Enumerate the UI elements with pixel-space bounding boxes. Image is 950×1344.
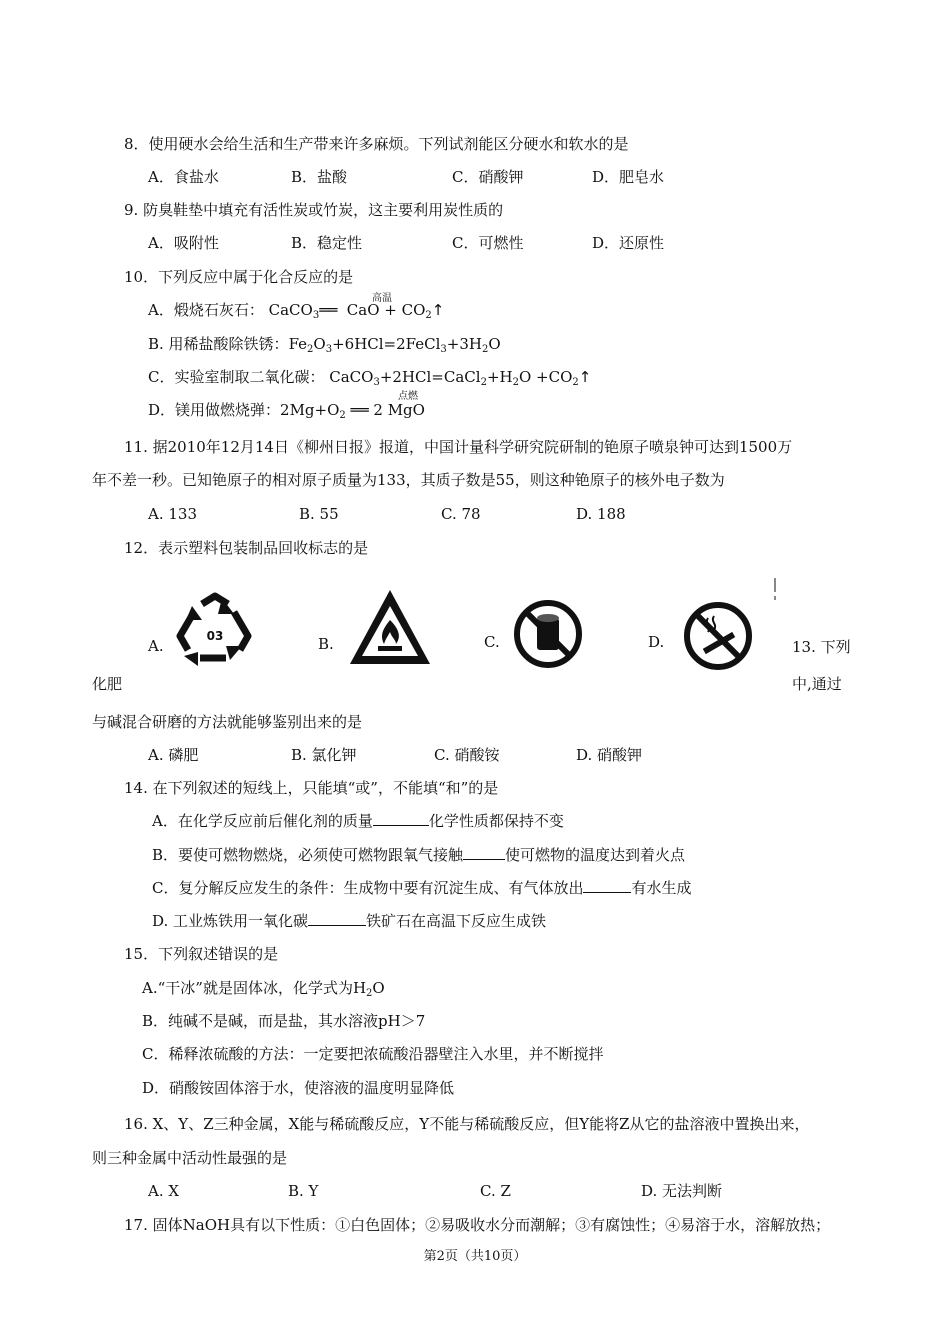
q13-option-c: C. 硝酸铵: [434, 746, 500, 764]
recycle-code: 03: [206, 629, 224, 643]
no-barrel-icon: [512, 598, 584, 670]
q13-line3: 与碱混合研磨的方法就能够鉴别出来的是: [92, 713, 363, 731]
q15-a-text: A.“干冰”就是固体冰，化学式为H: [142, 979, 367, 997]
q14-option-c: [152, 878, 692, 898]
q15-stem: 15．下列叙述错误的是: [124, 945, 279, 963]
q14-c-blank: [583, 878, 631, 893]
q16-line2: 则三种金属中活动性最强的是: [92, 1149, 288, 1167]
q15-option-c: C．稀释浓硫酸的方法：一定要把浓硫酸沿器壁注入水里，并不断搅拌: [142, 1045, 604, 1063]
q12-label-b: B.: [318, 635, 334, 653]
q8-option-a: A．食盐水: [148, 168, 219, 186]
q15-option-b: B．纯碱不是碱，而是盐，其水溶液pH＞7: [142, 1012, 426, 1030]
flammable-warning-icon: [346, 586, 434, 668]
q9-option-b: B．稳定性: [291, 234, 363, 252]
q11-option-b: B. 55: [299, 505, 339, 523]
q10-option-d: D．镁用做燃烧弹：$2Mg+O_2$ ══ 2 MgO: [148, 401, 425, 421]
q13-option-b: B. 氯化钾: [291, 746, 357, 764]
q16-option-b: B. Y: [288, 1182, 319, 1200]
q10-stem: 10．下列反应中属于化合反应的是: [124, 268, 354, 286]
q12-label-c: C.: [484, 633, 500, 651]
q14-option-d: [152, 911, 546, 931]
q16-option-c: C. Z: [480, 1182, 511, 1200]
q10-a-condition: 高温: [372, 293, 392, 304]
q14-d-part2: 铁矿石在高温下反应生成铁: [366, 912, 547, 930]
q14-d-blank: [308, 911, 366, 926]
recycle-icon: [172, 590, 258, 670]
q10-option-b: B. 用稀盐酸除铁锈：$Fe_2O_3+6HCl=2FeCl_3+3H_2O$: [148, 335, 501, 355]
q10-d-condition: 点燃: [398, 391, 418, 402]
q10-c-label: C．实验室制取二氧化碳：: [148, 368, 325, 386]
q11-option-d: D. 188: [576, 505, 626, 523]
q13-option-a: A. 磷肥: [148, 746, 199, 764]
q12-stem: 12．表示塑料包装制品回收标志的是: [124, 539, 369, 557]
q13-fragment-right-2: 中,通过: [792, 675, 842, 693]
q11-line1: 11. 据2010年12月14日《柳州日报》报道，中国计量科学研究院研制的铯原子喷泉钟可达到1500万: [124, 438, 793, 456]
q14-a-blank: [373, 811, 429, 826]
q17-stem: 17. 固体NaOH具有以下性质：①白色固体；②易吸收水分而潮解；③有腐蚀性；④易溶于水，溶解放热；: [124, 1216, 831, 1234]
q14-stem: 14. 在下列叙述的短线上，只能填“或”，不能填“和”的是: [124, 779, 499, 797]
q10-option-c: C．实验室制取二氧化碳： $CaCO_3+2HCl=CaCl_2+H_2O$ $+CO_2↑$: [148, 368, 592, 388]
q10-option-a: A．煅烧石灰石： CaCO$_3$══ CaO + $CO_2↑$: [148, 301, 445, 321]
q15-option-d: D．硝酸铵固体溶于水，使溶液的温度明显降低: [142, 1079, 455, 1097]
q10-b-label: B. 用稀盐酸除铁锈：: [148, 335, 289, 353]
q10-a-label: A．煅烧石灰石：: [148, 301, 264, 319]
q8-option-c: C．硝酸钾: [452, 168, 524, 186]
no-smoking-icon: [682, 600, 754, 672]
q13-option-d: D. 硝酸钾: [576, 746, 643, 764]
q14-c-part2: 有水生成: [631, 879, 692, 897]
q16-line1: 16. X、Y、Z三种金属，X能与稀硫酸反应，Y不能与稀硫酸反应，但Y能将Z从它的盐溶液中置换出来，: [124, 1115, 810, 1133]
q9-option-d: D．还原性: [592, 234, 665, 252]
q14-a-part1: A．在化学反应前后催化剂的质量: [152, 812, 373, 830]
q13-fragment-left: 化肥: [92, 675, 123, 693]
q9-option-a: A．吸附性: [148, 234, 219, 252]
q14-b-part2: 使可燃物的温度达到着火点: [505, 846, 686, 864]
q16-option-d: D. 无法判断: [641, 1182, 723, 1200]
q12-label-d: D.: [648, 633, 665, 651]
page-footer: 第2页（共10页）: [423, 1249, 527, 1264]
q8-option-b: B．盐酸: [291, 168, 348, 186]
q9-option-c: C．可燃性: [452, 234, 524, 252]
q14-option-b: [152, 845, 685, 865]
q13-fragment-right: 13. 下列: [792, 638, 851, 656]
q8-option-d: D．肥皂水: [592, 168, 665, 186]
q9-stem: 9. 防臭鞋垫中填充有活性炭或竹炭，这主要利用炭性质的: [124, 201, 504, 219]
q16-option-a: A. X: [148, 1182, 180, 1200]
q14-c-part1: C．复分解反应发生的条件：生成物中要有沉淀生成、有气体放出: [152, 879, 584, 897]
q14-d-part1: D. 工业炼铁用一氧化碳: [152, 912, 309, 930]
q15-option-a: A.“干冰”就是固体冰，化学式为$H_2O$: [142, 979, 385, 999]
q14-b-part1: B．要使可燃物燃烧，必须使可燃物跟氧气接触: [152, 846, 464, 864]
q8-stem: 8．使用硬水会给生活和生产带来许多麻烦。下列试剂能区分硬水和软水的是: [124, 135, 629, 153]
q11-line2: 年不差一秒。已知铯原子的相对原子质量为133，其质子数是55，则这种铯原子的核外电子数为: [92, 471, 725, 489]
q14-a-part2: 化学性质都保持不变: [428, 812, 564, 830]
q14-b-blank: [463, 845, 505, 860]
q10-d-label: D．镁用做燃烧弹：: [148, 401, 281, 419]
q11-option-a: A. 133: [148, 505, 197, 523]
q12-label-a: A.: [148, 637, 164, 655]
margin-mark-icon: [772, 578, 778, 600]
q11-option-c: C. 78: [441, 505, 481, 523]
q14-option-a: [152, 811, 564, 831]
